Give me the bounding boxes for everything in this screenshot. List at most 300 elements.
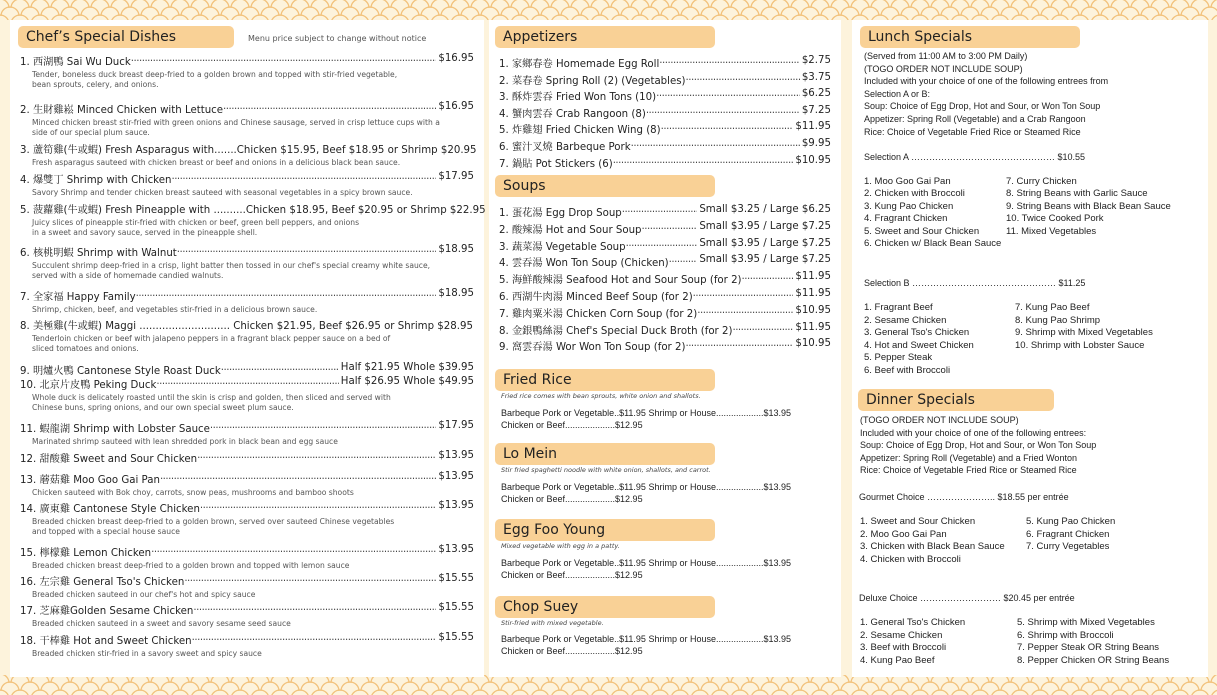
dish-description: Tenderloin chicken or beef with jalapeno peppers in a fragrant black pepper sauce on a bed of sliced tomatoes and onions. bbox=[32, 334, 391, 353]
wave-arc bbox=[421, 7, 439, 16]
wave-arc bbox=[131, 0, 149, 8]
wave-arc bbox=[711, 690, 729, 695]
middle-panel bbox=[489, 20, 841, 677]
item-name: 8. 金銀鴨絲湯 Chef's Special Duck Broth (for 2) bbox=[499, 325, 733, 337]
dish-price: $13.95 bbox=[438, 500, 474, 511]
item-price: $11.95 bbox=[795, 288, 831, 299]
leader-dots bbox=[732, 322, 793, 337]
wave-arc bbox=[511, 690, 529, 695]
selection-a-item: 8. String Beans with Garlic Sauce bbox=[1006, 188, 1148, 200]
wave-arc bbox=[941, 7, 959, 16]
wave-arc bbox=[821, 682, 839, 691]
wave-arc bbox=[811, 690, 829, 695]
wave-arc bbox=[1151, 0, 1169, 8]
wave-arc bbox=[1201, 7, 1217, 16]
wave-arc bbox=[371, 0, 389, 8]
wave-arc bbox=[1081, 682, 1099, 691]
wave-arc bbox=[1011, 0, 1029, 8]
wave-arc bbox=[741, 7, 759, 16]
dish-description: Shrimp, chicken, beef, and vegetables stir-fried in a delicious brown sauce. bbox=[32, 305, 318, 314]
wave-arc bbox=[681, 7, 699, 16]
item-name: 3. 蔬菜湯 Vegetable Soup bbox=[499, 241, 626, 253]
wave-arc bbox=[491, 0, 509, 8]
wave-arc bbox=[831, 690, 849, 695]
deluxe-item: 4. Kung Pao Beef bbox=[860, 654, 935, 666]
dish-line bbox=[20, 471, 474, 486]
leader-dots bbox=[693, 288, 794, 303]
lo-mein-line1: Barbeque Pork or Vegetable..$11.95 Shrimp or House...................$13.95 bbox=[501, 482, 792, 492]
wave-arc bbox=[521, 682, 539, 691]
item-price: Small $3.95 / Large $7.25 bbox=[699, 254, 831, 266]
wave-arc bbox=[401, 682, 419, 691]
wave-arc bbox=[1201, 682, 1217, 691]
lo-mein-header: Lo Mein bbox=[495, 443, 715, 465]
item-name: 2. 菜春卷 Spring Roll (2) (Vegetables) bbox=[499, 75, 686, 87]
leader-dots bbox=[642, 221, 698, 236]
soups-header: Soups bbox=[495, 175, 715, 197]
leader-dots bbox=[685, 338, 793, 353]
selection-a-item: 9. String Beans with Black Bean Sauce bbox=[1006, 200, 1171, 212]
wave-arc bbox=[921, 682, 939, 691]
dish-line bbox=[20, 244, 474, 259]
wave-arc bbox=[201, 682, 219, 691]
wave-arc bbox=[471, 690, 489, 695]
leader-dots bbox=[151, 544, 436, 559]
item-line bbox=[499, 138, 831, 153]
dish-line bbox=[20, 53, 474, 68]
soup-item bbox=[499, 238, 831, 253]
dish-price: Half $26.95 Whole $49.95 bbox=[340, 376, 474, 387]
wave-arc bbox=[941, 682, 959, 691]
item-name: 5. 海鮮酸辣湯 Seafood Hot and Sour Soup (for 2) bbox=[499, 275, 742, 287]
wave-arc bbox=[711, 0, 729, 8]
dish-line bbox=[20, 362, 474, 377]
deluxe-item: 3. Beef with Broccoli bbox=[860, 642, 947, 653]
wave-arc bbox=[1111, 690, 1129, 695]
wave-arc bbox=[501, 682, 519, 691]
wave-arc bbox=[201, 7, 219, 16]
leader-dots bbox=[626, 238, 698, 253]
wave-arc bbox=[821, 7, 839, 16]
dinner-intro bbox=[860, 414, 1096, 477]
selection-b-item: 9. Shrimp with Mixed Vegetables bbox=[1015, 327, 1153, 339]
wave-arc bbox=[1161, 682, 1179, 691]
selection-a-item: 11. Mixed Vegetables bbox=[1006, 225, 1097, 237]
item-name: 1. 家鄉春卷 Homemade Egg Roll bbox=[499, 59, 660, 70]
wave-arc bbox=[461, 7, 479, 16]
chef-dish-item bbox=[20, 141, 477, 168]
wave-arc bbox=[51, 0, 69, 8]
wave-arc bbox=[11, 690, 29, 695]
dish-line bbox=[20, 317, 474, 332]
wave-arc bbox=[601, 7, 619, 16]
chef-dish-item bbox=[20, 53, 474, 90]
selection-a-item: 4. Fragrant Chicken bbox=[864, 213, 948, 225]
wave-arc bbox=[311, 690, 329, 695]
dish-line bbox=[20, 376, 474, 391]
item-line bbox=[499, 254, 831, 269]
wave-arc bbox=[971, 0, 989, 8]
selection-b-item: 6. Beef with Broccoli bbox=[864, 364, 951, 376]
wave-arc bbox=[891, 690, 909, 695]
chop-suey-line2: Chicken or Beef....................$12.95 bbox=[501, 646, 643, 656]
item-price: $10.95 bbox=[795, 304, 831, 316]
deluxe-item: 6. Shrimp with Broccoli bbox=[1017, 629, 1114, 641]
wave-arc bbox=[281, 7, 299, 16]
egg-foo-young-line2: Chicken or Beef....................$12.95 bbox=[501, 570, 643, 580]
lo-mein-line2: Chicken or Beef....................$12.95 bbox=[501, 494, 643, 504]
wave-arc bbox=[571, 0, 589, 8]
wave-arc bbox=[671, 690, 689, 695]
wave-arc bbox=[611, 0, 629, 8]
appetizer-item bbox=[499, 72, 831, 87]
wave-arc bbox=[661, 682, 679, 691]
top-wave-border bbox=[0, 0, 1217, 20]
dish-price: $16.95 bbox=[438, 53, 474, 64]
wave-arc bbox=[671, 0, 689, 8]
wave-arc bbox=[561, 682, 579, 691]
wave-arc bbox=[121, 7, 139, 16]
wave-arc bbox=[211, 690, 229, 695]
wave-arc bbox=[651, 690, 669, 695]
lunch-appetizer-line: Appetizer: Spring Roll (Vegetable) and a Crab Rangoon bbox=[864, 113, 1086, 124]
wave-arc bbox=[21, 7, 39, 16]
dish-name: 16. 左宗雞 General Tso's Chicken bbox=[20, 577, 185, 588]
chef-dish-item bbox=[20, 420, 474, 447]
dinner-soup-line: Soup: Choice of Egg Drop, Hot and Sour, or Won Ton Soup bbox=[860, 440, 1097, 451]
wave-arc bbox=[471, 0, 489, 8]
wave-arc bbox=[701, 7, 719, 16]
wave-arc bbox=[931, 0, 949, 8]
deluxe-item: 1. General Tso's Chicken bbox=[860, 617, 966, 628]
wave-arc bbox=[721, 7, 739, 16]
dish-price: $15.55 bbox=[438, 632, 474, 643]
wave-arc bbox=[681, 682, 699, 691]
leader-dots bbox=[742, 271, 794, 286]
dinner-togo-note: (TOGO ORDER NOT INCLUDE SOUP) bbox=[860, 415, 1019, 425]
lunch-specials-header: Lunch Specials bbox=[860, 26, 1080, 48]
appetizer-item bbox=[499, 88, 831, 103]
selection-b-item: 8. Kung Pao Shrimp bbox=[1015, 314, 1101, 326]
wave-arc bbox=[301, 682, 319, 691]
chef-dish-item bbox=[20, 471, 474, 498]
wave-arc bbox=[261, 682, 279, 691]
dish-line bbox=[20, 573, 474, 588]
wave-arc bbox=[151, 690, 169, 695]
wave-arc bbox=[181, 682, 199, 691]
wave-arc bbox=[1091, 0, 1109, 8]
leader-dots bbox=[136, 288, 437, 303]
specials-panel bbox=[852, 20, 1208, 677]
item-name: 9. 窩雲吞湯 Wor Won Ton Soup (for 2) bbox=[499, 342, 686, 354]
selection-a-title: Selection A ………………………………………… $10.55 bbox=[864, 152, 1086, 162]
wave-arc bbox=[221, 682, 239, 691]
leader-dots bbox=[200, 500, 436, 515]
selection-a-item: 10. Twice Cooked Pork bbox=[1006, 213, 1104, 225]
wave-arc bbox=[231, 0, 249, 8]
chef-specials-header: Chef’s Special Dishes bbox=[18, 26, 234, 48]
wave-arc bbox=[981, 7, 999, 16]
item-price: $3.75 bbox=[801, 71, 831, 83]
wave-arc bbox=[1071, 0, 1089, 8]
selection-a-right-list bbox=[1006, 176, 1171, 238]
wave-arc bbox=[731, 0, 749, 8]
egg-foo-young-note: Mixed vegetable with egg in a patty. bbox=[501, 542, 620, 550]
gourmet-left-list bbox=[860, 516, 1005, 566]
item-line bbox=[499, 88, 831, 103]
dish-line bbox=[20, 450, 474, 465]
dish-description: Juicy slices of pineapple stir-fried with chicken or beef, green bell peppers, and onions in a sweet and savory sauce, served in the pineapple shell. bbox=[32, 218, 360, 237]
chef-dish-item bbox=[20, 450, 474, 465]
item-price: $10.95 bbox=[795, 338, 831, 350]
egg-foo-young-line1: Barbeque Pork or Vegetable..$11.95 Shrimp or House...................$13.95 bbox=[501, 558, 792, 568]
dish-line bbox=[20, 171, 474, 186]
wave-arc bbox=[1021, 682, 1039, 691]
chef-dish-item bbox=[20, 244, 474, 281]
gourmet-item: 1. Sweet and Sour Chicken bbox=[860, 516, 976, 527]
item-price: $11.95 bbox=[795, 271, 831, 283]
lunch-togo-note: (TOGO ORDER NOT INCLUDE SOUP) bbox=[864, 63, 1023, 74]
lunch-soup-line: Soup: Choice of Egg Drop, Hot and Sour, or Won Ton Soup bbox=[864, 101, 1101, 112]
wave-arc bbox=[531, 0, 549, 8]
wave-arc bbox=[171, 690, 189, 695]
wave-arc bbox=[961, 7, 979, 16]
selection-b-left-list bbox=[864, 302, 974, 378]
leader-dots bbox=[646, 105, 800, 120]
wave-arc bbox=[1, 682, 19, 691]
dish-description: Succulent shrimp deep-fried in a crisp, light batter then tossed in our chef's special creamy white sauce, served with a side of homemade candied walnuts. bbox=[32, 261, 431, 280]
gourmet-right-list bbox=[1026, 516, 1115, 554]
leader-dots bbox=[661, 121, 794, 136]
item-name: 6. 西湖牛肉湯 Minced Beef Soup (for 2) bbox=[499, 292, 693, 303]
appetizer-item bbox=[499, 121, 831, 136]
leader-dots bbox=[221, 362, 339, 377]
wave-arc bbox=[111, 690, 129, 695]
wave-arc bbox=[481, 682, 499, 691]
wave-arc bbox=[1021, 7, 1039, 16]
wave-arc bbox=[191, 690, 209, 695]
dish-description: Chicken sauteed with Bok choy, carrots, snow peas, mushrooms and bamboo shoots bbox=[32, 488, 354, 497]
item-price: Small $3.25 / Large $6.25 bbox=[699, 204, 831, 215]
wave-arc bbox=[481, 7, 499, 16]
dish-description: Breaded chicken sauteed in our chef's hot and spicy sauce bbox=[32, 590, 256, 599]
gourmet-item: 3. Chicken with Black Bean Sauce bbox=[860, 541, 1005, 552]
wave-arc bbox=[1181, 7, 1199, 16]
item-price: $10.95 bbox=[795, 154, 831, 166]
wave-arc bbox=[1101, 7, 1119, 16]
wave-arc bbox=[321, 7, 339, 16]
soup-item bbox=[499, 271, 831, 286]
dish-name: 12. 甜酸雞 Sweet and Sour Chicken bbox=[20, 454, 198, 465]
wave-arc bbox=[791, 0, 809, 8]
dish-line bbox=[20, 602, 474, 617]
wave-arc bbox=[1041, 7, 1059, 16]
wave-arc bbox=[581, 682, 599, 691]
wave-arc bbox=[771, 690, 789, 695]
wave-arc bbox=[1051, 690, 1069, 695]
selection-a-left-list bbox=[864, 176, 1001, 250]
dish-line bbox=[20, 141, 477, 156]
wave-arc bbox=[41, 7, 59, 16]
wave-arc bbox=[311, 0, 329, 8]
wave-arc bbox=[1131, 0, 1149, 8]
selection-a-item: 6. Chicken w/ Black Bean Sauce bbox=[864, 238, 1002, 250]
chef-dish-item bbox=[20, 544, 474, 571]
wave-arc bbox=[1211, 15, 1217, 20]
wave-arc bbox=[141, 7, 159, 16]
leader-dots bbox=[184, 573, 436, 588]
wave-arc bbox=[1171, 0, 1189, 8]
item-line bbox=[499, 105, 831, 120]
dish-price: $15.55 bbox=[438, 602, 474, 613]
wave-arc bbox=[751, 690, 769, 695]
wave-arc bbox=[1111, 0, 1129, 8]
lunch-included-line: Included with your choice of one of the following entrees from bbox=[864, 76, 1109, 87]
wave-arc bbox=[401, 7, 419, 16]
wave-arc bbox=[431, 690, 449, 695]
wave-arc bbox=[741, 682, 759, 691]
item-name: 1. 蛋花湯 Egg Drop Soup bbox=[499, 208, 622, 219]
dish-description: Savory Shrimp and tender chicken breast sauteed with seasonal vegetables in a spicy brown sauce. bbox=[32, 188, 413, 197]
leader-dots bbox=[192, 632, 437, 647]
wave-arc bbox=[291, 690, 309, 695]
item-line bbox=[499, 271, 831, 286]
gourmet-item: 2. Moo Goo Gai Pan bbox=[860, 528, 947, 540]
dish-name: 14. 廣東雞 Cantonese Style Chicken bbox=[20, 504, 200, 515]
leader-dots bbox=[669, 254, 698, 269]
dish-price: $16.95 bbox=[438, 101, 474, 112]
leader-dots bbox=[156, 376, 338, 391]
wave-arc bbox=[841, 7, 859, 16]
fried-rice-header: Fried Rice bbox=[495, 369, 715, 391]
bottom-wave-border bbox=[0, 675, 1217, 695]
wave-arc bbox=[771, 0, 789, 8]
selection-a-item: 7. Curry Chicken bbox=[1006, 176, 1077, 187]
wave-arc bbox=[271, 0, 289, 8]
dish-line bbox=[20, 201, 486, 216]
wave-arc bbox=[421, 682, 439, 691]
wave-arc bbox=[391, 690, 409, 695]
item-line bbox=[499, 55, 831, 70]
wave-arc bbox=[71, 0, 89, 8]
wave-arc bbox=[161, 7, 179, 16]
leader-dots bbox=[160, 471, 436, 486]
selection-b-item: 5. Pepper Steak bbox=[864, 352, 933, 364]
dish-name: 10. 北京片皮鴨 Peking Duck bbox=[20, 380, 157, 391]
wave-arc bbox=[491, 690, 509, 695]
wave-arc bbox=[951, 690, 969, 695]
soup-item bbox=[499, 204, 831, 219]
wave-arc bbox=[181, 7, 199, 16]
item-line bbox=[499, 288, 831, 303]
soup-item bbox=[499, 322, 831, 337]
wave-arc bbox=[731, 690, 749, 695]
leader-dots bbox=[659, 55, 800, 70]
wave-arc bbox=[1081, 7, 1099, 16]
wave-arc bbox=[151, 0, 169, 8]
dish-description: Breaded chicken breast deep-fried to a golden brown, served over sauteed Chinese vegetables and topped with a special house sauce bbox=[32, 517, 395, 536]
wave-arc bbox=[531, 690, 549, 695]
wave-arc bbox=[911, 690, 929, 695]
wave-arc bbox=[641, 7, 659, 16]
item-price: $7.25 bbox=[801, 104, 831, 116]
wave-arc bbox=[161, 682, 179, 691]
item-name: 7. 鍋貼 Pot Stickers (6) bbox=[499, 158, 613, 170]
leader-dots bbox=[656, 88, 800, 103]
item-price: $9.95 bbox=[801, 138, 831, 149]
item-price: $6.25 bbox=[801, 88, 831, 100]
item-name: 4. 蟹肉雲吞 Crab Rangoon (8) bbox=[499, 108, 646, 120]
item-line bbox=[499, 204, 831, 219]
dish-price: $17.95 bbox=[438, 171, 474, 182]
wave-arc bbox=[861, 682, 879, 691]
wave-arc bbox=[1, 7, 19, 16]
chef-specials-panel bbox=[10, 20, 484, 677]
wave-arc bbox=[961, 682, 979, 691]
deluxe-left-list bbox=[860, 617, 965, 667]
appetizers-header: Appetizers bbox=[495, 26, 715, 48]
leader-dots bbox=[622, 204, 698, 219]
wave-arc bbox=[261, 7, 279, 16]
wave-arc bbox=[101, 7, 119, 16]
wave-arc bbox=[361, 7, 379, 16]
wave-arc bbox=[1001, 682, 1019, 691]
item-name: 3. 酥炸雲吞 Fried Won Tons (10) bbox=[499, 92, 657, 104]
lunch-intro bbox=[864, 50, 1108, 138]
item-price: Small $3.95 / Large $7.25 bbox=[699, 220, 831, 232]
item-price: $2.75 bbox=[801, 55, 831, 66]
wave-arc bbox=[871, 690, 889, 695]
wave-arc bbox=[891, 0, 909, 8]
wave-arc bbox=[171, 0, 189, 8]
wave-arc bbox=[191, 0, 209, 8]
wave-arc bbox=[411, 690, 429, 695]
wave-arc bbox=[1101, 682, 1119, 691]
item-price: $11.95 bbox=[795, 121, 831, 133]
price-notice: Menu price subject to change without notice bbox=[248, 34, 427, 43]
wave-arc bbox=[621, 7, 639, 16]
dish-description: Breaded chicken stir-fried in a savory sweet and spicy sauce bbox=[32, 649, 262, 658]
dish-name: 2. 生財雞崧 Minced Chicken with Lettuce bbox=[20, 105, 224, 116]
gourmet-item: 4. Chicken with Broccoli bbox=[860, 553, 961, 565]
dish-name: 1. 西湖鴨 Sai Wu Duck bbox=[20, 57, 131, 68]
dish-name: 7. 全家福 Happy Family bbox=[20, 292, 136, 303]
leader-dots bbox=[686, 72, 800, 87]
dish-name: 4. 爆雙丁 Shrimp with Chicken bbox=[20, 175, 172, 186]
wave-arc bbox=[851, 0, 869, 8]
wave-arc bbox=[1191, 690, 1209, 695]
chef-dish-item bbox=[20, 500, 474, 537]
wave-arc bbox=[701, 682, 719, 691]
wave-arc bbox=[911, 0, 929, 8]
selection-b-item: 1. Fragrant Beef bbox=[864, 302, 933, 313]
wave-arc bbox=[341, 682, 359, 691]
dish-price: $13.95 bbox=[438, 450, 474, 461]
wave-arc bbox=[301, 7, 319, 16]
wave-arc bbox=[61, 7, 79, 16]
wave-arc bbox=[31, 0, 49, 8]
dish-name: 15. 檸檬雞 Lemon Chicken bbox=[20, 548, 152, 559]
selection-b-item: 4. Hot and Sweet Chicken bbox=[864, 339, 974, 351]
wave-arc bbox=[221, 7, 239, 16]
item-line bbox=[499, 72, 831, 87]
item-price: $11.95 bbox=[795, 321, 831, 333]
wave-arc bbox=[811, 0, 829, 8]
dinner-included-line: Included with your choice of one of the following entrees: bbox=[860, 427, 1087, 438]
gourmet-choice-title: Gourmet Choice ………………….. $18.55 per entrée bbox=[859, 492, 1069, 502]
wave-arc bbox=[1141, 7, 1159, 16]
wave-arc bbox=[71, 690, 89, 695]
